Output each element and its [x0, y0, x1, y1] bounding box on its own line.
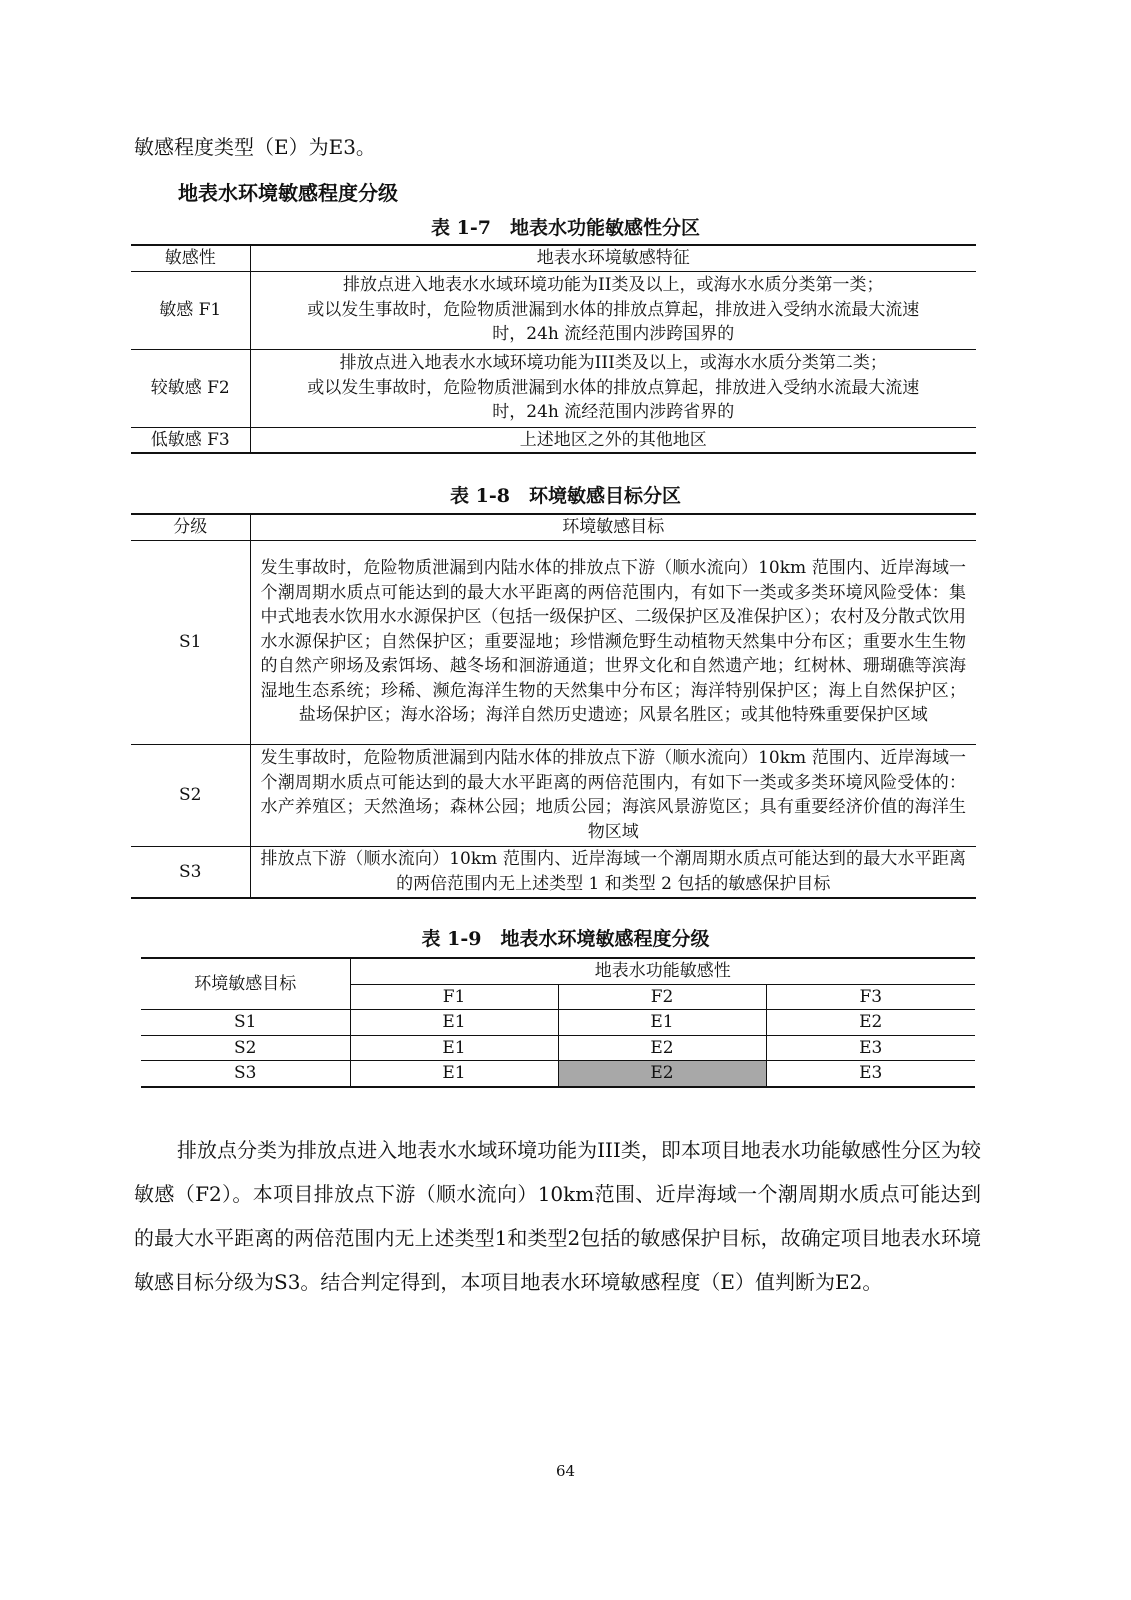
level-cell: S3	[131, 846, 250, 898]
level-cell: 低敏感 F3	[131, 427, 250, 453]
table-1-8-caption: 表 1-8 环境敏感目标分区	[450, 485, 681, 507]
grade-cell: E1	[558, 1010, 766, 1036]
level-cell: 较敏感 F2	[131, 349, 250, 427]
header-cell: 地表水环境敏感特征	[250, 245, 976, 271]
table-header-row	[131, 245, 976, 271]
group-header-cell: 地表水功能敏感性	[350, 958, 975, 984]
table-row	[131, 540, 976, 744]
description-cell: 上述地区之外的其他地区	[250, 427, 976, 453]
row-header-cell: 环境敏感目标	[141, 958, 350, 1010]
grade-cell: E3	[766, 1035, 975, 1061]
row-label-cell: S2	[141, 1035, 350, 1061]
description-cell	[250, 271, 976, 349]
table-1-8	[131, 513, 976, 899]
level-cell: 敏感 F1	[131, 271, 250, 349]
row-label-cell: S1	[141, 1010, 350, 1036]
grade-cell: E3	[766, 1061, 975, 1087]
header-cell: 分级	[131, 514, 250, 540]
grade-cell: E1	[350, 1061, 558, 1087]
target-cell: 排放点下游（顺水流向）10km 范围内、近岸海域一个潮周期水质点可能达到的最大水平距离的两倍范围内无上述类型 1 和类型 2 包括的敏感保护目标	[250, 846, 976, 898]
table-row	[131, 846, 976, 898]
description-line: 排放点进入地表水水域环境功能为II类及以上，或海水水质分类第一类；	[343, 275, 884, 296]
table-1-9-caption: 表 1-9 地表水环境敏感程度分级	[421, 928, 710, 950]
column-header-cell: F3	[766, 984, 975, 1010]
row-label-cell: S3	[141, 1061, 350, 1087]
table-row	[131, 349, 976, 427]
description-line: 排放点进入地表水水域环境功能为III类及以上，或海水水质分类第二类；	[339, 353, 887, 374]
table-header-row	[131, 514, 976, 540]
table-row	[131, 427, 976, 453]
table-header-row	[141, 958, 975, 984]
target-cell: 发生事故时，危险物质泄漏到内陆水体的排放点下游（顺水流向）10km 范围内、近岸海域一个潮周期水质点可能达到的最大水平距离的两倍范围内，有如下一类或多类环境风险受体的：水产养殖区；天然渔场；森林公园；地质公园；海滨风景游览区；具有重要经济价值的海洋生物区域	[250, 744, 976, 846]
grade-cell: E2	[766, 1010, 975, 1036]
table-row	[141, 1010, 975, 1036]
intro-line: 敏感程度类型（E）为E3。	[134, 135, 376, 159]
conclusion-paragraph: 排放点分类为排放点进入地表水水域环境功能为III类，即本项目地表水功能敏感性分区为较敏感（F2）。本项目排放点下游（顺水流向）10km范围、近岸海域一个潮周期水质点可能达到的最大水平距离的两倍范围内无上述类型1和类型2包括的敏感保护目标，故确定项目地表水环境敏感目标分级为S3。结合判定得到，本项目地表水环境敏感程度（E）值判断为E2。	[134, 1138, 981, 1294]
column-header-cell: F1	[350, 984, 558, 1010]
description-line: 或以发生事故时，危险物质泄漏到水体的排放点算起，排放进入受纳水流最大流速	[307, 299, 920, 320]
table-row	[141, 1061, 975, 1087]
table-row	[131, 271, 976, 349]
table-1-7-caption: 表 1-7 地表水功能敏感性分区	[431, 217, 700, 239]
grade-cell: E1	[350, 1010, 558, 1036]
description-cell	[250, 349, 976, 427]
target-cell: 发生事故时，危险物质泄漏到内陆水体的排放点下游（顺水流向）10km 范围内、近岸海域一个潮周期水质点可能达到的最大水平距离的两倍范围内，有如下一类或多类环境风险受体：集中式地表水饮用水水源保护区（包括一级保护区、二级保护区及准保护区）；农村及分散式饮用水水源保护区；自然保护区；重要湿地；珍惜濒危野生动植物天然集中分布区；重要水生生物的自然产卵场及索饵场、越冬场和洄游通道；世界文化和自然遗产地；红树林、珊瑚礁等滨海湿地生态系统；珍稀、濒危海洋生物的天然集中分布区；海洋特别保护区；海上自然保护区；盐场保护区；海水浴场；海洋自然历史遗迹；风景名胜区；或其他特殊重要保护区域	[250, 540, 976, 744]
description-line: 时，24h 流经范围内涉跨省界的	[492, 402, 735, 423]
description-line: 或以发生事故时，危险物质泄漏到水体的排放点算起，排放进入受纳水流最大流速	[307, 377, 920, 398]
level-cell: S1	[131, 540, 250, 744]
highlighted-grade-cell: E2	[558, 1061, 766, 1087]
table-1-9	[141, 957, 975, 1088]
level-cell: S2	[131, 744, 250, 846]
table-row	[131, 744, 976, 846]
column-header-cell: F2	[558, 984, 766, 1010]
section-heading: 地表水环境敏感程度分级	[178, 181, 398, 205]
grade-cell: E1	[350, 1035, 558, 1061]
description-line: 时，24h 流经范围内涉跨国界的	[492, 324, 735, 345]
table-1-7	[131, 244, 976, 454]
header-cell: 敏感性	[131, 245, 250, 271]
grade-cell: E2	[558, 1035, 766, 1061]
page-number: 64	[555, 1462, 576, 1480]
header-cell: 环境敏感目标	[250, 514, 976, 540]
table-row	[141, 1035, 975, 1061]
